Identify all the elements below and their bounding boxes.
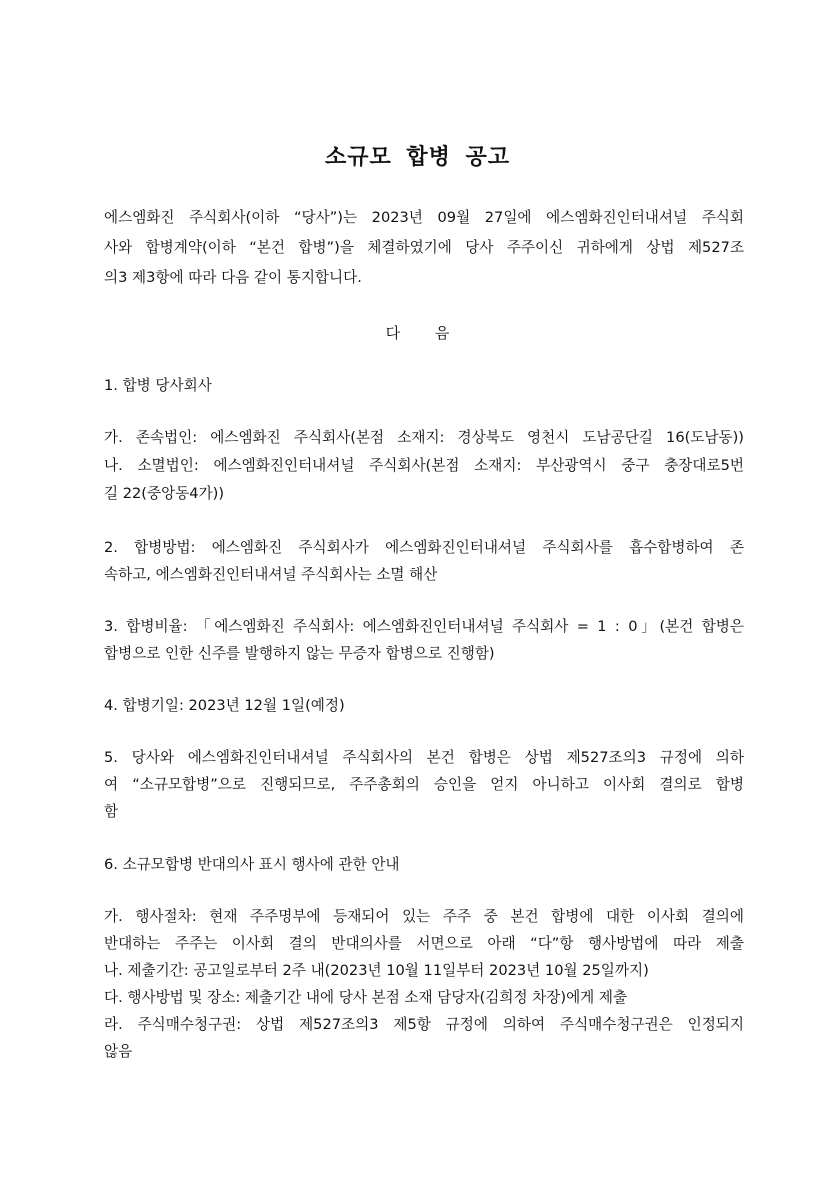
section-6-procedure-line-2: 반대하는 주주는 이사회 결의 반대의사를 서면으로 아래 “다”항 행사방법에 따라 제출: [104, 935, 744, 952]
section-1-dissolved-entity-line-2: 길 22(중앙동4가)): [104, 485, 225, 502]
section-6-procedure-line-1: 가. 행사절차: 현재 주주명부에 등재되어 있는 주주 중 본건 합병에 대한 이사회 결의에: [104, 908, 744, 925]
intro-line-1: 에스엠화진 주식회사(이하 “당사”)는 2023년 09월 27일에 에스엠화진인터내셔널 주식회: [104, 209, 744, 226]
page-title: 소규모 합병 공고: [324, 145, 511, 170]
section-5-line-1: 5. 당사와 에스엠화진인터내셔널 주식회사의 본건 합병은 상법 제527조의3 규정에 의하: [104, 749, 744, 766]
section-5-line-2: 여 “소규모합병”으로 진행되므로, 주주총회의 승인을 얻지 아니하고 이사회 결의로 합병: [104, 776, 744, 793]
section-3-line-1: 3. 합병비율: 「에스엠화진 주식회사: 에스엠화진인터내셔널 주식회사 = 1 : 0」(본건 합병은: [104, 618, 744, 635]
section-3-line-2: 합병으로 인한 신주를 발행하지 않는 무증자 합병으로 진행함): [104, 645, 495, 662]
section-5-line-3: 함: [104, 803, 119, 820]
section-4: 4. 합병기일: 2023년 12월 1일(예정): [104, 697, 345, 714]
intro-line-3: 의3 제3항에 따라 다음 같이 통지합니다.: [104, 269, 362, 286]
section-1-surviving-entity: 가. 존속법인: 에스엠화진 주식회사(본점 소재지: 경상북도 영천시 도남공단길 16(도남동)): [104, 429, 744, 446]
section-1-title: 1. 합병 당사회사: [104, 377, 212, 394]
intro-line-2: 사와 합병계약(이하 “본건 합병”)을 체결하였기에 당사 주주이신 귀하에게 상법 제527조: [104, 239, 744, 256]
section-1-dissolved-entity-line-1: 나. 소멸법인: 에스엠화진인터내셔널 주식회사(본점 소재지: 부산광역시 중구 충장대로5번: [104, 457, 744, 474]
section-6-appraisal-right-line-2: 않음: [104, 1043, 133, 1060]
section-2-line-1: 2. 합병방법: 에스엠화진 주식회사가 에스엠화진인터내셔널 주식회사를 흡수합병하여 존: [104, 539, 744, 556]
section-6-method: 다. 행사방법 및 장소: 제출기간 내에 당사 본점 소재 담당자(김희정 차장)에게 제출: [104, 989, 628, 1006]
section-2-line-2: 속하고, 에스엠화진인터내셔널 주식회사는 소멸 해산: [104, 566, 438, 583]
section-heading: 다 음: [385, 324, 450, 342]
section-6-title: 6. 소규모합병 반대의사 표시 행사에 관한 안내: [104, 856, 400, 873]
section-6-period: 나. 제출기간: 공고일로부터 2주 내(2023년 10월 11일부터 2023년 10월 25일까지): [104, 962, 649, 979]
section-6-appraisal-right-line-1: 라. 주식매수청구권: 상법 제527조의3 제5항 규정에 의하여 주식매수청구권은 인정되지: [104, 1016, 744, 1033]
